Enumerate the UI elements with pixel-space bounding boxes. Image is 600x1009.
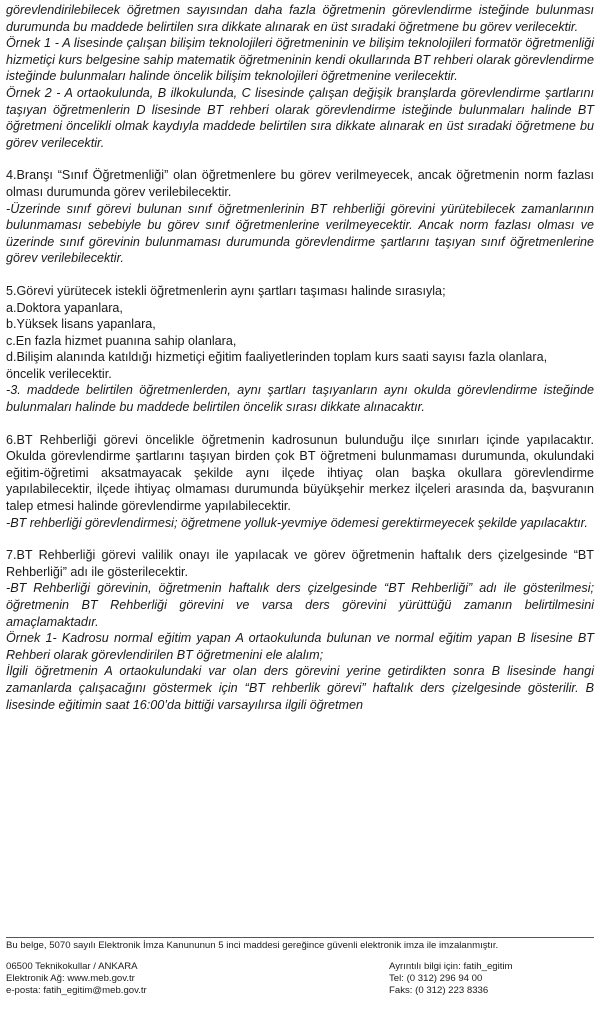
- e-signature-note: Bu belge, 5070 sayılı Elektronik İmza Kanununun 5 inci maddesi gereğince güvenli elektronik imza ile imzalanmıştır.: [6, 940, 499, 951]
- list-item-c: c.En fazla hizmet puanına sahip olanlara,: [6, 333, 237, 348]
- list-item-b: b.Yüksek lisans yapanlara,: [6, 317, 156, 332]
- section-5-note: -3. maddede belirtilen öğretmenlerden, aynı şartları taşıyanların aynı okulda görevlendirme isteğinde bulunmaları halinde bu maddede belirtilen öncelik sırası dikkate alınacaktır.: [6, 383, 594, 415]
- section-7-rule: 7.BT Rehberliği görevi valilik onayı ile yapılacak ve görev öğretmenin haftalık ders çizelgesinde “BT Rehberliği” adı ile gösterilecektir.: [6, 548, 594, 579]
- page-footer: [6, 937, 594, 997]
- section-7-note: -BT Rehberliği görevinin, öğretmenin haftalık ders çizelgesinde “BT Rehberliği” adı ile gösterilmesi; öğretmenin BT Rehberliği görevini ve varsa ders görevini yürüttüğü zamanın belirtilmesini amaçlamaktadır.: [6, 581, 594, 629]
- section-4-note: -Üzerinde sınıf görevi bulunan sınıf öğretmenlerinin BT rehberliği görevini yürütebilecek zamanlarının bulunmaması sebebiyle bu görev sınıf öğretmenlerine verilmeyecektir. Ancak norm fazlası olması ve üzerinde sınıf görevinin bulunmaması durumunda görevlendirme şartlarını taşıyan sınıf öğretmenlerine görev verilebilecektir.: [6, 201, 594, 266]
- example-1-paragraph: Örnek 1 - A lisesinde çalışan bilişim teknolojileri öğretmeninin ve bilişim teknolojileri formatör öğretmenliği hizmetiçi kurs belgesine sahip matematik öğretmeninin kendi okullarında BT rehberi olarak görevlendirme isteğinde bulunmaları halinde öncelik bilişim teknolojileri öğretmenine verilecektir.: [6, 36, 594, 84]
- footer-divider: [6, 937, 594, 938]
- section-4-rule: 4.Branşı “Sınıf Öğretmenliği” olan öğretmenlere bu görev verilmeyecek, ancak öğretmenin norm fazlası olması durumunda görev verilebilecektir.: [6, 168, 594, 199]
- footer-email[interactable]: e-posta: fatih_egitim@meb.gov.tr: [6, 985, 147, 996]
- section-5-end: öncelik verilecektir.: [6, 366, 112, 381]
- footer-tel: Tel: (0 312) 296 94 00: [389, 973, 483, 984]
- example-2-paragraph: Örnek 2 - A ortaokulunda, B ilkokulunda, C lisesinde çalışan değişik branşlarda görevlendirme şartlarını taşıyan öğretmenlerin D lisesinde BT rehberi olarak görevlendirme isteğinde bulunmaları halinde BT öğretmeni öncelikli olmak kaydıyla maddede belirtilen sıra dikkate alınarak en üst sıradaki öğretmene bu görev verilecektir.: [6, 85, 594, 150]
- footer-fax: Faks: (0 312) 223 8336: [389, 985, 489, 996]
- list-item-d: d.Bilişim alanında katıldığı hizmetiçi eğitim faaliyetlerinden toplam kurs saati sayısı fazla olanlara,: [6, 350, 548, 365]
- intro-paragraph: görevlendirilebilecek öğretmen sayısından daha fazla öğretmenin görevlendirme isteğinde bulunması durumunda bu maddede belirtilen sıra dikkate alınarak en üst sıradaki öğretmene bu görev verilecektir.: [6, 3, 594, 34]
- section-7-example-1: Örnek 1- Kadrosu normal eğitim yapan A ortaokulunda bulunan ve normal eğitim yapan B lisesine BT Rehberi olarak görevlendirilen BT öğretmenini ele alalım;: [6, 631, 594, 662]
- section-6-rule: 6.BT Rehberliği görevi öncelikle öğretmenin kadrosunun bulunduğu ilçe sınırları içinde yapılacaktır. Okulda görevlendirme şartlarını taşıyan birden çok BT öğretmeni bulunmaması durumunda, okulundaki eğitim-öğretimi aksatmayacak şekilde aynı ilçede ihtiyaç olan başka okullara görevlendirme yapılabilecektir, ilçede ihtiyaç olmaması durumunda büyükşehir merkez ilçeleri arasında da, başvuranın talep etmesi halinde görevlendirme yapılabilecektir.: [6, 432, 594, 514]
- section-6-note: -BT rehberliği görevlendirmesi; öğretmene yolluk-yevmiye ödemesi gerektirmeyecek şekilde yapılacaktır.: [6, 515, 588, 530]
- footer-right-column: [389, 961, 594, 997]
- footer-left-column: [6, 961, 147, 997]
- footer-address: 06500 Teknikokullar / ANKARA: [6, 961, 138, 972]
- section-5-rule: 5.Görevi yürütecek istekli öğretmenlerin aynı şartları taşıması halinde sırasıyla;: [6, 283, 446, 298]
- footer-contact: [6, 961, 594, 997]
- footer-info: Ayrıntılı bilgi için: fatih_egitim: [389, 961, 513, 972]
- section-7-example-detail: İlgili öğretmenin A ortaokulundaki var olan ders görevini yerine getirdikten sonra B lisesinde hangi zamanlarda çalışacağını göstermek için “BT rehberlik görevi” haftalık ders çizelgesinde gösterilir. B lisesinde eğitimin saat 16:00’da bittiği varsayılırsa ilgili öğretmen: [6, 664, 594, 712]
- list-item-a: a.Doktora yapanlara,: [6, 300, 123, 315]
- document-body: [6, 2, 594, 713]
- footer-web[interactable]: Elektronik Ağ: www.meb.gov.tr: [6, 973, 135, 984]
